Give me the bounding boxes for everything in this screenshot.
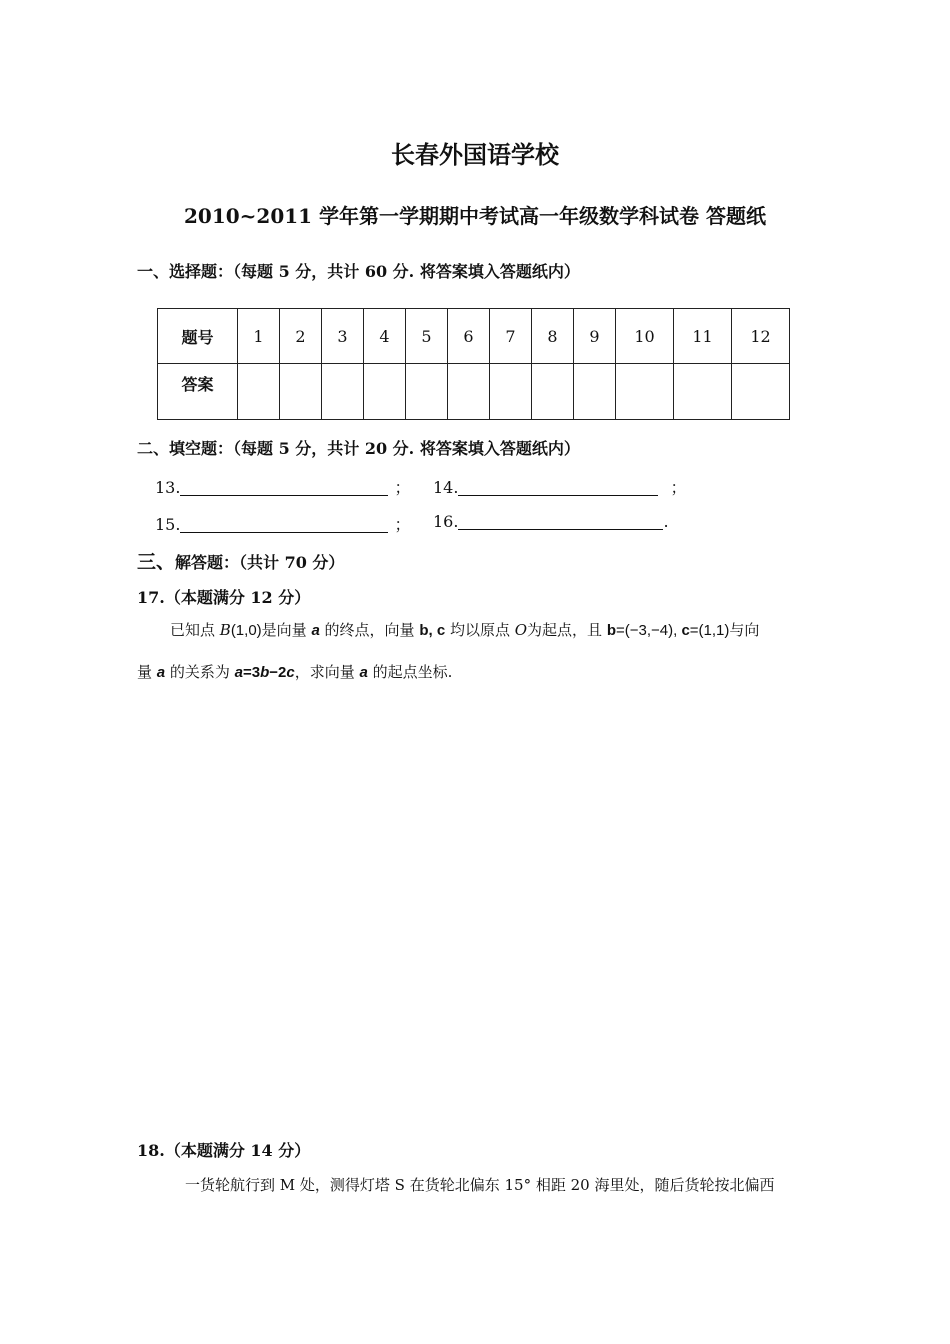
answer-cell[interactable] xyxy=(280,364,322,420)
answer-cell[interactable] xyxy=(238,364,280,420)
vector-c-value: =(1,1) xyxy=(689,622,730,639)
question-17-title: 17.（本题满分 12 分） xyxy=(137,588,311,607)
question-number-cell: 7 xyxy=(490,309,532,364)
text: ，求向量 xyxy=(294,663,360,681)
origin-o: O xyxy=(514,621,528,639)
answer-row xyxy=(158,364,790,420)
question-number-cell: 9 xyxy=(574,309,616,364)
question-number-cell: 4 xyxy=(364,309,406,364)
relation-a: a xyxy=(234,664,244,681)
question-17-text-line2 xyxy=(137,662,452,683)
blank-number: 16. xyxy=(433,512,459,531)
point-b: B xyxy=(219,621,231,639)
blank-end-mark: ； xyxy=(394,478,411,497)
question-number-row xyxy=(158,309,790,364)
section1-heading: 一、选择题：（每题 5 分，共计 60 分. 将答案填入答题纸内） xyxy=(137,262,580,281)
blank-end-mark: ； xyxy=(394,515,411,534)
answer-cell[interactable] xyxy=(616,364,674,420)
text: 是向量 xyxy=(261,621,312,639)
answer-cell[interactable] xyxy=(490,364,532,420)
question-number-cell: 12 xyxy=(732,309,790,364)
fill-blank-14 xyxy=(433,475,686,498)
answer-table xyxy=(157,308,790,420)
question-number-cell: 1 xyxy=(238,309,280,364)
relation-part: −2 xyxy=(269,664,287,681)
vector-a: a xyxy=(359,664,368,681)
blank-end-mark: . xyxy=(663,512,669,531)
section2-heading: 二、填空题：（每题 5 分，共计 20 分. 将答案填入答题纸内） xyxy=(137,439,580,458)
fill-blank-16 xyxy=(433,512,669,531)
blank-end-mark: ； xyxy=(670,478,687,497)
relation-part: =3 xyxy=(243,664,261,681)
question-18-text: 一货轮航行到 M 处，测得灯塔 S 在货轮北偏东 15° 相距 20 海里处，随后货轮按北偏西 xyxy=(185,1176,775,1194)
text: 的起点坐标. xyxy=(367,663,453,681)
row-label-answer: 答案 xyxy=(158,364,238,420)
question-number-cell: 10 xyxy=(616,309,674,364)
question-18-title: 18.（本题满分 14 分） xyxy=(137,1141,311,1160)
question-17-text-line1 xyxy=(170,620,759,641)
question-number-cell: 11 xyxy=(674,309,732,364)
answer-cell[interactable] xyxy=(732,364,790,420)
answer-cell[interactable] xyxy=(574,364,616,420)
answer-line[interactable] xyxy=(458,479,658,496)
vector-a: a xyxy=(156,664,166,681)
text: 为起点，且 xyxy=(527,621,607,639)
text: 与向 xyxy=(729,621,760,639)
answer-cell[interactable] xyxy=(532,364,574,420)
vector-c: c xyxy=(681,622,690,639)
blank-number: 14. xyxy=(433,478,459,497)
answer-cell[interactable] xyxy=(364,364,406,420)
vectors-b-c: b, c xyxy=(419,622,446,639)
question-number-cell: 3 xyxy=(322,309,364,364)
question-number-cell: 8 xyxy=(532,309,574,364)
school-name: 长春外国语学校 xyxy=(391,140,559,169)
relation-c: c xyxy=(286,664,295,681)
answer-line[interactable] xyxy=(180,479,388,496)
text: 均以原点 xyxy=(445,621,515,639)
question-number-cell: 5 xyxy=(406,309,448,364)
fill-blank-13 xyxy=(155,475,410,498)
section3-prefix: 三、 xyxy=(137,551,176,573)
row-label-question-number: 题号 xyxy=(158,309,238,364)
vector-a: a xyxy=(311,622,320,639)
exam-title: 2010~2011 学年第一学期期中考试高一年级数学科试卷 答题纸 xyxy=(183,204,766,228)
vector-b-value: =(−3,−4), xyxy=(615,622,682,639)
answer-cell[interactable] xyxy=(322,364,364,420)
section3-heading xyxy=(137,547,344,574)
text: 量 xyxy=(137,663,157,681)
question-number-cell: 2 xyxy=(280,309,322,364)
question-number-cell: 6 xyxy=(448,309,490,364)
blank-number: 13. xyxy=(155,478,181,497)
section3-title: 解答题：（共计 70 分） xyxy=(175,553,345,572)
vector-b: b xyxy=(606,622,616,639)
text: 的终点，向量 xyxy=(319,621,420,639)
answer-cell[interactable] xyxy=(674,364,732,420)
text: 的关系为 xyxy=(165,663,235,681)
answer-line[interactable] xyxy=(180,516,388,533)
relation-b: b xyxy=(260,664,270,681)
blank-number: 15. xyxy=(155,515,181,534)
answer-cell[interactable] xyxy=(406,364,448,420)
answer-line[interactable] xyxy=(458,513,663,530)
fill-blank-15 xyxy=(155,512,410,535)
answer-cell[interactable] xyxy=(448,364,490,420)
coordinates: (1,0) xyxy=(230,622,262,639)
text: 已知点 xyxy=(170,621,220,639)
